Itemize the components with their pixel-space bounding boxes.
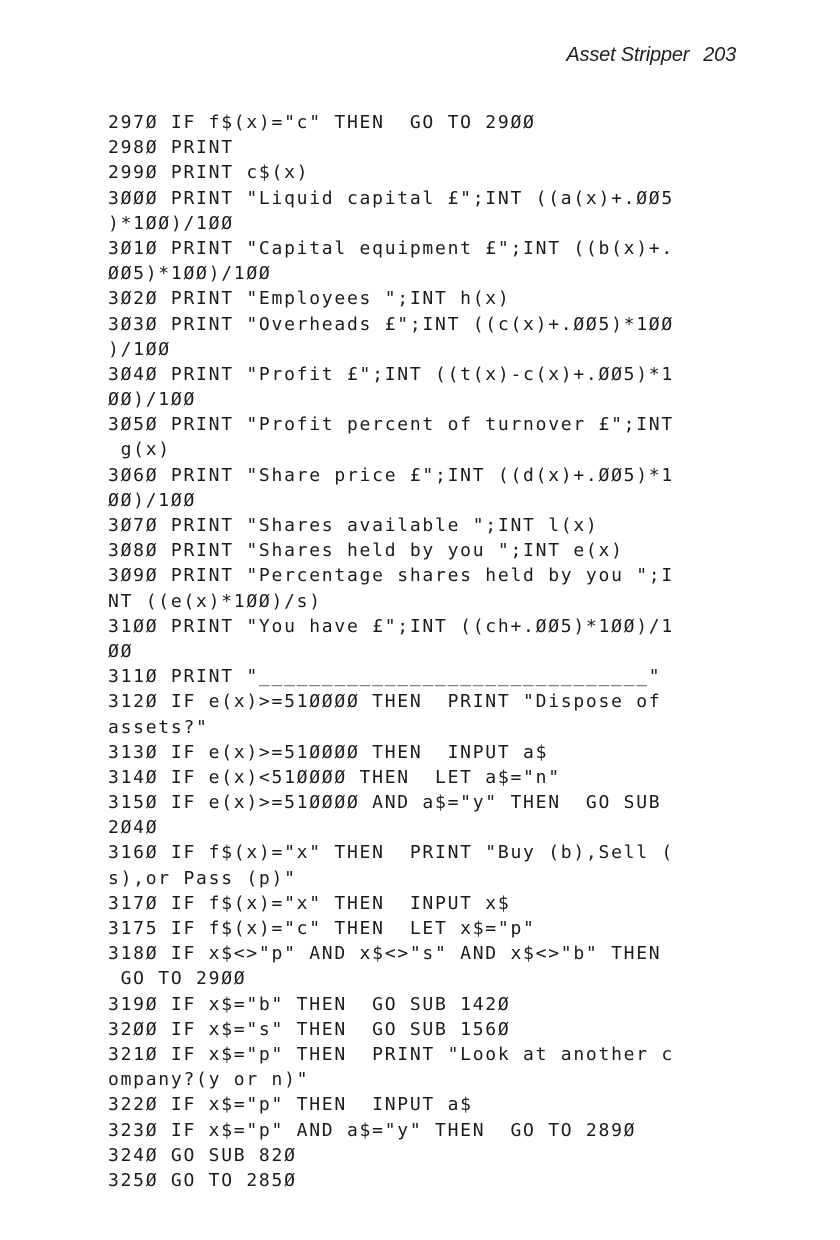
code-line: 319Ø IF x$="b" THEN GO SUB 142Ø	[108, 993, 511, 1015]
code-line: 3Ø4Ø PRINT "Profit £";INT ((t(x)-c(x)+.ØØ5)*1	[108, 363, 674, 385]
basic-listing	[108, 110, 768, 1193]
code-line: 2Ø4Ø	[108, 817, 159, 839]
code-line: 299Ø PRINT c$(x)	[108, 162, 310, 184]
code-line: 324Ø GO SUB 82Ø	[108, 1144, 297, 1166]
code-line: 3Ø7Ø PRINT "Shares available ";INT l(x)	[108, 515, 599, 536]
code-line: 3Ø6Ø PRINT "Share price £";INT ((d(x)+.ØØ5)*1	[108, 464, 674, 486]
code-line: 3Ø3Ø PRINT "Overheads £";INT ((c(x)+.ØØ5)*1ØØ	[108, 313, 674, 335]
code-line: ØØ	[108, 640, 134, 662]
code-line: 322Ø IF x$="p" THEN INPUT a$	[108, 1094, 473, 1116]
code-line: 31ØØ PRINT "You have £";INT ((ch+.ØØ5)*1ØØ)/1	[108, 615, 674, 637]
code-line: GO TO 29ØØ	[108, 968, 247, 990]
book-title: Asset Stripper	[566, 44, 690, 66]
code-line: ØØ)/1ØØ	[108, 489, 197, 511]
code-line: 321Ø IF x$="p" THEN PRINT "Look at another c	[108, 1043, 674, 1065]
code-line: 314Ø IF e(x)<51ØØØØ THEN LET a$="n"	[108, 766, 561, 788]
code-line: 3ØØØ PRINT "Liquid capital £";INT ((a(x)+.ØØ5	[108, 187, 674, 209]
code-line: 3Ø9Ø PRINT "Percentage shares held by you ";I	[108, 565, 674, 587]
code-line: )*1ØØ)/1ØØ	[108, 212, 234, 234]
code-line: assets?"	[108, 716, 209, 738]
code-line: ØØ5)*1ØØ)/1ØØ	[108, 263, 272, 285]
code-line: ØØ)/1ØØ	[108, 389, 197, 411]
code-line: 3Ø2Ø PRINT "Employees ";INT h(x)	[108, 288, 511, 310]
code-line: 3Ø8Ø PRINT "Shares held by you ";INT e(x)	[108, 540, 624, 562]
code-line: 325Ø GO TO 285Ø	[108, 1169, 297, 1191]
code-line: 315Ø IF e(x)>=51ØØØØ AND a$="y" THEN GO SUB	[108, 792, 662, 814]
code-line: 32ØØ IF x$="s" THEN GO SUB 156Ø	[108, 1018, 511, 1040]
code-line: s),or Pass (p)"	[108, 867, 297, 889]
code-line: 298Ø PRINT	[108, 137, 234, 159]
code-line: 3175 IF f$(x)="c" THEN LET x$="p"	[108, 918, 536, 939]
code-line: ompany?(y or n)"	[108, 1069, 310, 1091]
code-line: 323Ø IF x$="p" AND a$="y" THEN GO TO 289Ø	[108, 1119, 637, 1141]
code-line: NT ((e(x)*1ØØ)/s)	[108, 590, 322, 612]
code-line: 297Ø IF f$(x)="c" THEN GO TO 29ØØ	[108, 112, 536, 133]
code-line: 311Ø PRINT "_______________________________"	[108, 666, 662, 688]
code-line: )/1ØØ	[108, 338, 171, 360]
code-line: 3Ø1Ø PRINT "Capital equipment £";INT ((b(x)+.	[108, 237, 674, 259]
code-line: g(x)	[108, 439, 171, 461]
code-line: 317Ø IF f$(x)="x" THEN INPUT x$	[108, 892, 511, 914]
code-line: 313Ø IF e(x)>=51ØØØØ THEN INPUT a$	[108, 741, 549, 763]
running-head	[566, 44, 736, 67]
code-line: 312Ø IF e(x)>=51ØØØØ THEN PRINT "Dispose of	[108, 691, 662, 713]
code-line: 3Ø5Ø PRINT "Profit percent of turnover £";INT	[108, 414, 674, 436]
code-line: 318Ø IF x$<>"p" AND x$<>"s" AND x$<>"b" THEN	[108, 943, 662, 965]
code-line: 316Ø IF f$(x)="x" THEN PRINT "Buy (b),Sell (	[108, 842, 674, 864]
page-number: 203	[703, 44, 736, 66]
